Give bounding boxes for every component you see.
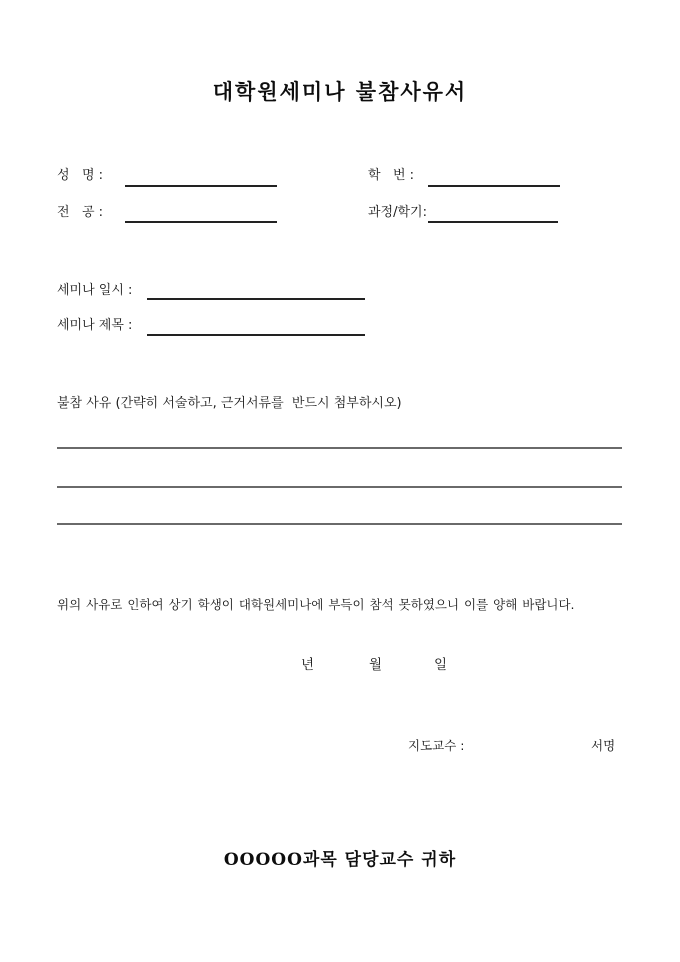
program-semester-label: 과정/학기: [368,205,427,220]
signature-label: 서명 [591,738,616,753]
program-semester-blank-field [428,221,558,223]
seminar-title-label: 세미나 제목 : [57,318,133,333]
date-year-label: 년 [301,657,315,673]
absence-reason-heading: 불참 사유 (간략히 서술하고, 근거서류를 반드시 첨부하시오) [57,396,402,411]
reason-blank-line [57,486,622,488]
advisor-label: 지도교수 : [408,738,465,753]
student-number-label: 학 번 : [368,168,415,183]
reason-blank-line [57,447,622,449]
name-blank-field [125,185,277,187]
acknowledgement-statement: 위의 사유로 인하여 상기 학생이 대학원세미나에 부득이 참석 못하였으니 이를 양해 바랍니다. [57,596,575,612]
name-label: 성 명 : [57,168,104,183]
reason-blank-line [57,523,622,525]
addressee-line: OOOOO과목 담당교수 귀하 [223,850,457,870]
date-month-label: 월 [369,657,383,673]
seminar-date-label: 세미나 일시 : [57,283,133,298]
date-day-label: 일 [434,657,448,673]
major-blank-field [125,221,277,223]
student-number-blank-field [428,185,560,187]
page-title: 대학원세미나 불참사유서 [212,79,468,104]
seminar-date-blank-field [147,298,365,300]
major-label: 전 공 : [57,205,104,220]
seminar-title-blank-field [147,334,365,336]
